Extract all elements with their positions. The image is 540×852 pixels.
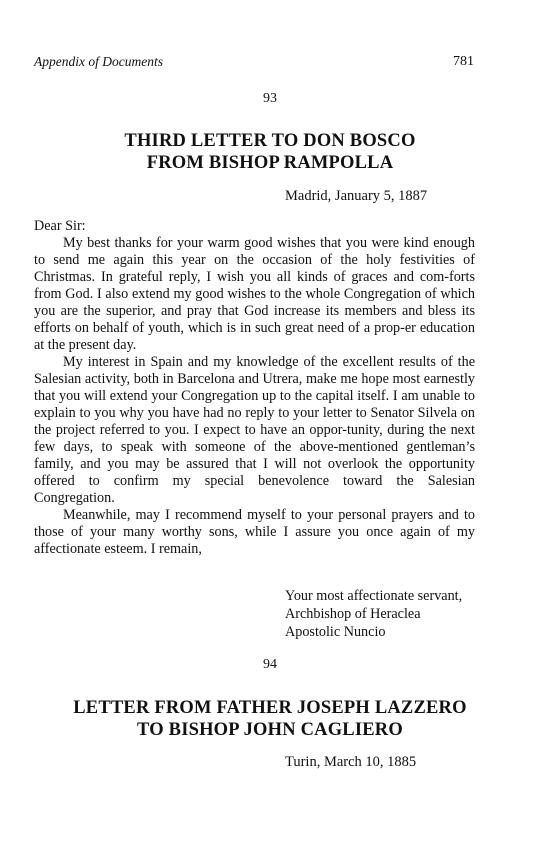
signature-line-2: Archbishop of Heraclea <box>285 606 421 622</box>
paragraph-3: Meanwhile, may I recommend myself to your personal prayers and to those of your many worthy sons, while I assure you once again of my affectionate esteem. I remain, <box>34 507 475 557</box>
page-number: 781 <box>453 54 474 69</box>
signature-line-3: Apostolic Nuncio <box>285 624 386 640</box>
document-94-title <box>0 697 540 741</box>
document-93-dateline: Madrid, January 5, 1887 <box>285 188 428 204</box>
document-93-title-line-1: THIRD LETTER TO DON BOSCO <box>124 131 416 151</box>
document-94-title-line-1: LETTER FROM FATHER JOSEPH LAZZERO <box>73 698 467 718</box>
running-head: Appendix of Documents <box>34 54 163 69</box>
document-94-dateline: Turin, March 10, 1885 <box>285 754 417 770</box>
document-number-93: 93 <box>263 91 277 106</box>
document-93-signature <box>285 587 462 641</box>
paragraph-2: My interest in Spain and my knowledge of the excellent results of the Salesian activity, both in Barcelona and Utrera, make me hope most earnestly that you will extend your Congregation up to the capital itself. I am unable to explain to you why you have had no reply to your letter to Senator Silvela on the project referred to you. I expect to have an oppor-tunity, during the next few days, to speak with someone of the above-mentioned gentleman’s family, and you may be assured that I will not overlook the opportunity offered to confirm my special benevolence toward the Salesian Congregation. <box>34 354 475 506</box>
document-93-title-line-2: FROM BISHOP RAMPOLLA <box>146 153 394 173</box>
document-93-title <box>0 130 540 174</box>
document-94-title-line-2: TO BISHOP JOHN CAGLIERO <box>137 720 403 740</box>
paragraph-1: My best thanks for your warm good wishes that you were kind enough to send me again this year on the occasion of the holy festivities of Christmas. In grateful reply, I wish you all kinds of graces and com-forts from God. I also extend my good wishes to the whole Congregation of which you are the superior, and pray that God increase its members and bless its efforts on behalf of youth, which is in such great need of a prop-er education at the present day. <box>34 235 475 353</box>
document-93-letter-body <box>34 218 475 558</box>
document-number-94: 94 <box>263 657 277 672</box>
salutation: Dear Sir: <box>34 218 86 234</box>
signature-line-1: Your most affectionate servant, <box>285 588 463 604</box>
